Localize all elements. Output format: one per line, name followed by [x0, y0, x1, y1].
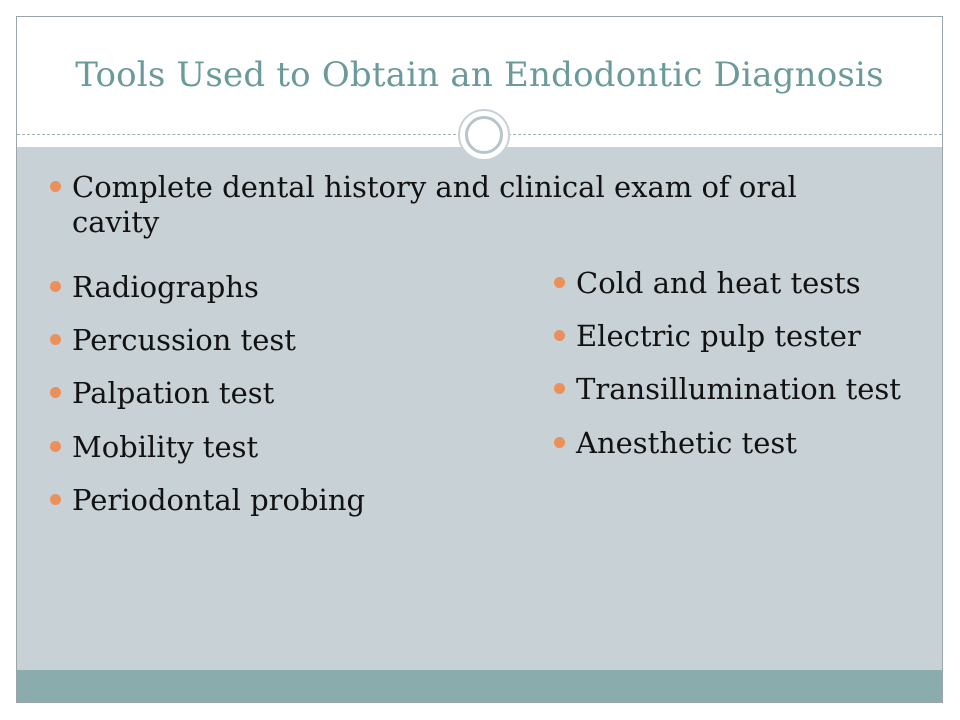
- bullet-text: Complete dental history and clinical exam of oral cavity: [72, 170, 797, 239]
- bullet-item: [576, 266, 861, 301]
- bullet-item: [576, 426, 797, 461]
- bullet-text: Electric pulp tester: [576, 319, 861, 353]
- bullet-item: [72, 430, 258, 465]
- bullet-text: Periodontal probing: [72, 483, 366, 517]
- bullet-dot-icon: [50, 281, 61, 292]
- bullet-text: Transillumination test: [576, 372, 901, 406]
- bullet-dot-icon: [554, 277, 565, 288]
- bullet-item: [72, 170, 892, 240]
- bullet-item: [72, 483, 365, 518]
- bullet-dot-icon: [50, 494, 61, 505]
- bullet-item: [72, 376, 274, 411]
- bullet-dot-icon: [554, 383, 565, 394]
- circle-ornament-icon: [458, 109, 510, 161]
- bullet-text: Anesthetic test: [576, 426, 797, 460]
- bullet-text: Percussion test: [72, 323, 296, 357]
- bullet-item: [72, 270, 259, 305]
- bullet-dot-icon: [50, 334, 61, 345]
- bullet-dot-icon: [554, 330, 565, 341]
- bullet-text: Mobility test: [72, 430, 259, 464]
- bullet-item: [576, 319, 861, 354]
- slide: [16, 16, 943, 703]
- bullet-item: [576, 372, 901, 407]
- bullet-dot-icon: [50, 387, 61, 398]
- bullet-item: [72, 323, 296, 358]
- slide-title: Tools Used to Obtain an Endodontic Diagnosis: [75, 55, 884, 95]
- bullet-dot-icon: [50, 181, 61, 192]
- bullet-dot-icon: [554, 437, 565, 448]
- bullet-dot-icon: [50, 441, 61, 452]
- bullet-text: Palpation test: [72, 376, 275, 410]
- bullet-text: Radiographs: [72, 270, 259, 304]
- bullet-text: Cold and heat tests: [576, 266, 861, 300]
- footer-band: [17, 670, 942, 702]
